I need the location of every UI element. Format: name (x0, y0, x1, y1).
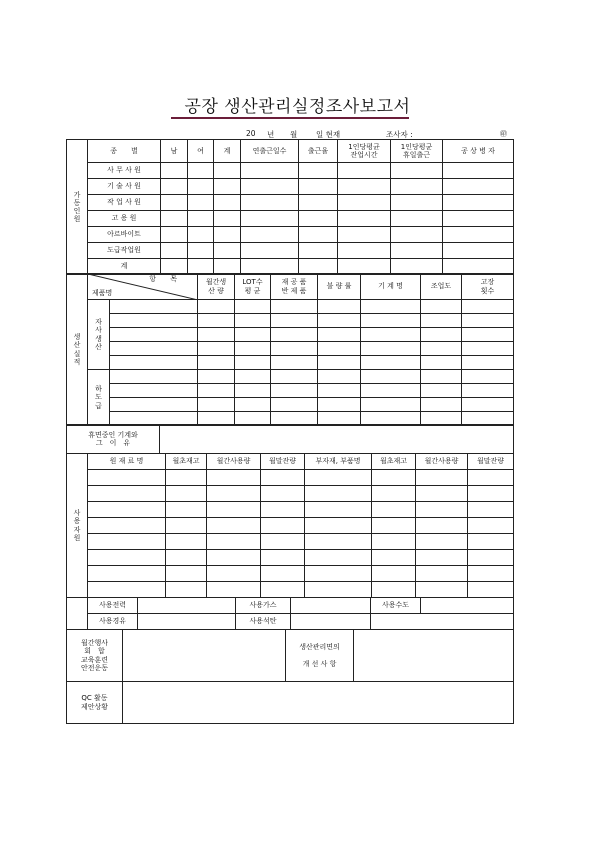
table-row (67, 384, 514, 398)
production-table (66, 273, 514, 426)
table-row (67, 163, 514, 179)
table-row (67, 328, 514, 342)
header-male: 남 (161, 140, 188, 163)
table-row (67, 582, 514, 598)
header-parts-opening-stock: 월초재고 (372, 454, 416, 470)
header-wip: 재 공 품 반 제 품 (271, 274, 318, 300)
monthly-events-field[interactable] (123, 630, 286, 682)
table-row (67, 179, 514, 195)
year-label: 년 (267, 130, 275, 139)
day-label: 일 현재 (316, 130, 341, 139)
table-row (67, 534, 514, 550)
row-label-total: 계 (88, 259, 161, 275)
header-machine-name: 기 계 명 (361, 274, 421, 300)
coal-label: 사용석탄 (236, 614, 291, 630)
water-label: 사용수도 (371, 598, 421, 614)
table-row (67, 314, 514, 328)
improvement-field[interactable] (354, 630, 514, 682)
header-defect-rate: 불 량 률 (318, 274, 361, 300)
header-raw-material: 원 재 료 명 (88, 454, 166, 470)
item-product-header (88, 274, 198, 300)
table-row (67, 243, 514, 259)
title-underline (171, 117, 409, 119)
header-breakdown-count: 고장 횟수 (462, 274, 514, 300)
workforce-section-label: 가 동 인 원 (67, 140, 88, 275)
gas-field[interactable] (291, 598, 371, 614)
investigator-label: 조사자 : (386, 130, 413, 139)
self-production-label: 자 사 생 산 (88, 300, 110, 370)
month-label: 월 (290, 130, 298, 139)
header-monthly-output: 월간생 산 량 (198, 274, 235, 300)
row-label: 사 무 사 원 (88, 163, 161, 179)
production-section-label: 생 산 실 적 (67, 274, 88, 426)
seal-mark: ㊞ (500, 130, 507, 138)
materials-section-label: 사 용 자 원 (67, 454, 88, 598)
row-label: 고 용 원 (88, 211, 161, 227)
row-label: 작 업 사 원 (88, 195, 161, 211)
bottom-table (66, 629, 514, 724)
subcontract-label: 하 도 급 (88, 370, 110, 426)
table-row (67, 342, 514, 356)
table-row (67, 566, 514, 582)
idle-machines-field[interactable] (160, 425, 514, 454)
header-avg-holiday-work: 1인당평균 휴일출근 (391, 140, 443, 163)
table-row (67, 518, 514, 534)
qc-activity-label: QC 활동 제안상황 (67, 682, 123, 724)
utilities-table (66, 597, 514, 630)
electricity-field[interactable] (138, 598, 236, 614)
table-row (67, 470, 514, 486)
table-row (67, 195, 514, 211)
table-row (67, 398, 514, 412)
header-total: 계 (214, 140, 241, 163)
header-avg-overtime: 1인당평균 잔업시간 (338, 140, 391, 163)
table-row (67, 370, 514, 384)
table-row (67, 211, 514, 227)
workforce-table (66, 139, 514, 275)
row-label: 아르바이트 (88, 227, 161, 243)
header-attendance-rate: 출근율 (299, 140, 338, 163)
header-parts-name: 부자재, 부품명 (305, 454, 372, 470)
table-row (67, 502, 514, 518)
idle-machines-table (66, 424, 514, 454)
header-annual-attendance-days: 연출근일수 (241, 140, 299, 163)
document-title: 공장 생산관리실정조사보고서 (184, 97, 411, 117)
year-prefix: 20 (246, 129, 256, 138)
diesel-label: 사용경유 (88, 614, 138, 630)
materials-table (66, 453, 514, 598)
header-product-name: 제품명 (92, 288, 113, 297)
monthly-events-label: 월간행사 회 합 교육훈련 안전운동 (67, 630, 123, 682)
diesel-field[interactable] (138, 614, 236, 630)
table-row (67, 227, 514, 243)
gas-label: 사용가스 (236, 598, 291, 614)
header-monthly-usage: 월간사용량 (207, 454, 261, 470)
header-closing-balance: 월말잔량 (261, 454, 305, 470)
table-row (67, 486, 514, 502)
row-label: 기 술 사 원 (88, 179, 161, 195)
header-category: 종 별 (88, 140, 161, 163)
header-utilization: 조업도 (421, 274, 462, 300)
table-row (67, 356, 514, 370)
header-female: 여 (188, 140, 214, 163)
water-field[interactable] (421, 598, 514, 614)
table-row (67, 614, 514, 630)
table-row (67, 598, 514, 614)
coal-field[interactable] (291, 614, 371, 630)
idle-machines-label: 휴면중인 기계와 그 이 유 (67, 425, 160, 454)
row-label: 도급작업원 (88, 243, 161, 259)
electricity-label: 사용전력 (88, 598, 138, 614)
table-row (67, 300, 514, 314)
header-lot-average: LOT수 평 균 (235, 274, 271, 300)
improvement-label: 생산관리면의 개 선 사 항 (286, 630, 354, 682)
header-opening-stock: 월초재고 (166, 454, 207, 470)
header-parts-monthly-usage: 월간사용량 (416, 454, 468, 470)
header-sick-injured: 공 상 병 자 (443, 140, 514, 163)
qc-activity-field[interactable] (123, 682, 514, 724)
header-parts-closing-balance: 월말잔량 (468, 454, 514, 470)
header-item: 항 목 (149, 275, 183, 283)
table-row (67, 550, 514, 566)
